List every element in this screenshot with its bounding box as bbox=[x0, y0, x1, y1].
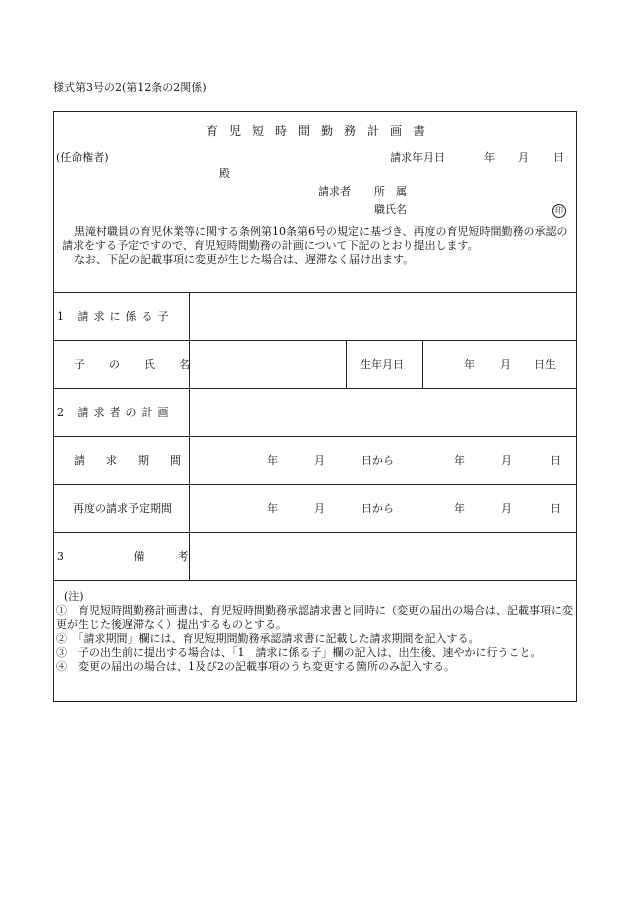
label-column-divider bbox=[189, 292, 190, 580]
authority-label: (任命権者) bbox=[56, 151, 109, 164]
name-label: 職氏名 bbox=[374, 203, 407, 216]
plan-section-label: 2 請求者の計画 bbox=[57, 406, 174, 419]
row-divider bbox=[54, 532, 576, 533]
row-divider bbox=[54, 580, 576, 581]
document-title: 育児短時間勤務計画書 bbox=[206, 124, 437, 138]
re-period-end-month: 月 bbox=[501, 502, 512, 515]
seal-text: 印 bbox=[552, 204, 566, 218]
period-end-day: 日 bbox=[550, 454, 561, 467]
requester-label: 請求者 bbox=[318, 185, 351, 198]
re-period-from: 日から bbox=[361, 502, 394, 515]
note-item: ④ 変更の届出の場合は、1及び2の記載事項のうち変更する箇所のみ記入する。 bbox=[56, 660, 455, 673]
re-period-end-year: 年 bbox=[454, 502, 465, 515]
note-item: ① 育児短時間勤務計画書は、育児短時間勤務承認請求書と同時に（変更の届出の場合は、記載事項に変更が生じた後遅滞なく）提出するものとする。 bbox=[56, 604, 573, 631]
period-label: 請求期間 bbox=[74, 454, 202, 467]
honorific-dono: 殿 bbox=[219, 167, 230, 180]
child-name-label: 子の氏名 bbox=[74, 358, 214, 371]
re-period-start-month: 月 bbox=[314, 502, 325, 515]
date-month: 月 bbox=[518, 151, 529, 164]
remarks-label: 3 備考 bbox=[57, 550, 222, 563]
birth-month: 月 bbox=[500, 358, 511, 371]
remarks-field[interactable] bbox=[194, 536, 572, 576]
row-divider bbox=[54, 436, 576, 437]
date-day: 日 bbox=[553, 151, 564, 164]
body-paragraph-2: なお、下記の記載事項に変更が生じた場合は、遅滞なく届け出ます。 bbox=[74, 253, 415, 266]
re-period-end-day: 日 bbox=[550, 502, 561, 515]
form-number-label: 様式第3号の2(第12条の2関係) bbox=[53, 81, 207, 94]
period-end-month: 月 bbox=[501, 454, 512, 467]
period-from: 日から bbox=[361, 454, 394, 467]
birth-year: 年 bbox=[464, 358, 475, 371]
period-start-month: 月 bbox=[314, 454, 325, 467]
re-period-start-year: 年 bbox=[267, 502, 278, 515]
notes-heading: (注) bbox=[64, 590, 84, 603]
birth-day: 日生 bbox=[534, 358, 556, 371]
child-section-label: 1 請求に係る子 bbox=[57, 310, 174, 323]
row-divider bbox=[54, 340, 576, 341]
row-divider bbox=[54, 388, 576, 389]
birthdate-label: 生年月日 bbox=[360, 358, 404, 371]
seal-mark bbox=[552, 203, 566, 218]
note-item: ② 「請求期間」欄には、育児短期間勤務承認請求書に記載した請求期間を記入する。 bbox=[56, 632, 480, 645]
form-frame bbox=[53, 111, 577, 702]
body-paragraph-1: 黒滝村職員の育児休業等に関する条例第10条第6号の規定に基づき、再度の育児短時間勤務の承認の請求をする予定ですので、育児短時間勤務の計画について下記のとおり提出します。 bbox=[62, 225, 568, 252]
cell-divider bbox=[422, 340, 423, 388]
period-end-year: 年 bbox=[454, 454, 465, 467]
cell-divider bbox=[346, 340, 347, 388]
affiliation-label: 所 属 bbox=[374, 185, 407, 198]
period-start-year: 年 bbox=[267, 454, 278, 467]
re-period-label: 再度の請求予定期間 bbox=[73, 502, 172, 515]
date-year: 年 bbox=[484, 151, 495, 164]
request-date-label: 請求年月日 bbox=[390, 151, 445, 164]
note-item: ③ 子の出生前に提出する場合は、「1 請求に係る子」欄の記入は、出生後、速やかに行うこと。 bbox=[56, 646, 542, 659]
row-divider bbox=[54, 484, 576, 485]
child-name-field[interactable] bbox=[194, 344, 342, 384]
row-divider bbox=[54, 292, 576, 293]
child-section-field[interactable] bbox=[247, 310, 574, 324]
